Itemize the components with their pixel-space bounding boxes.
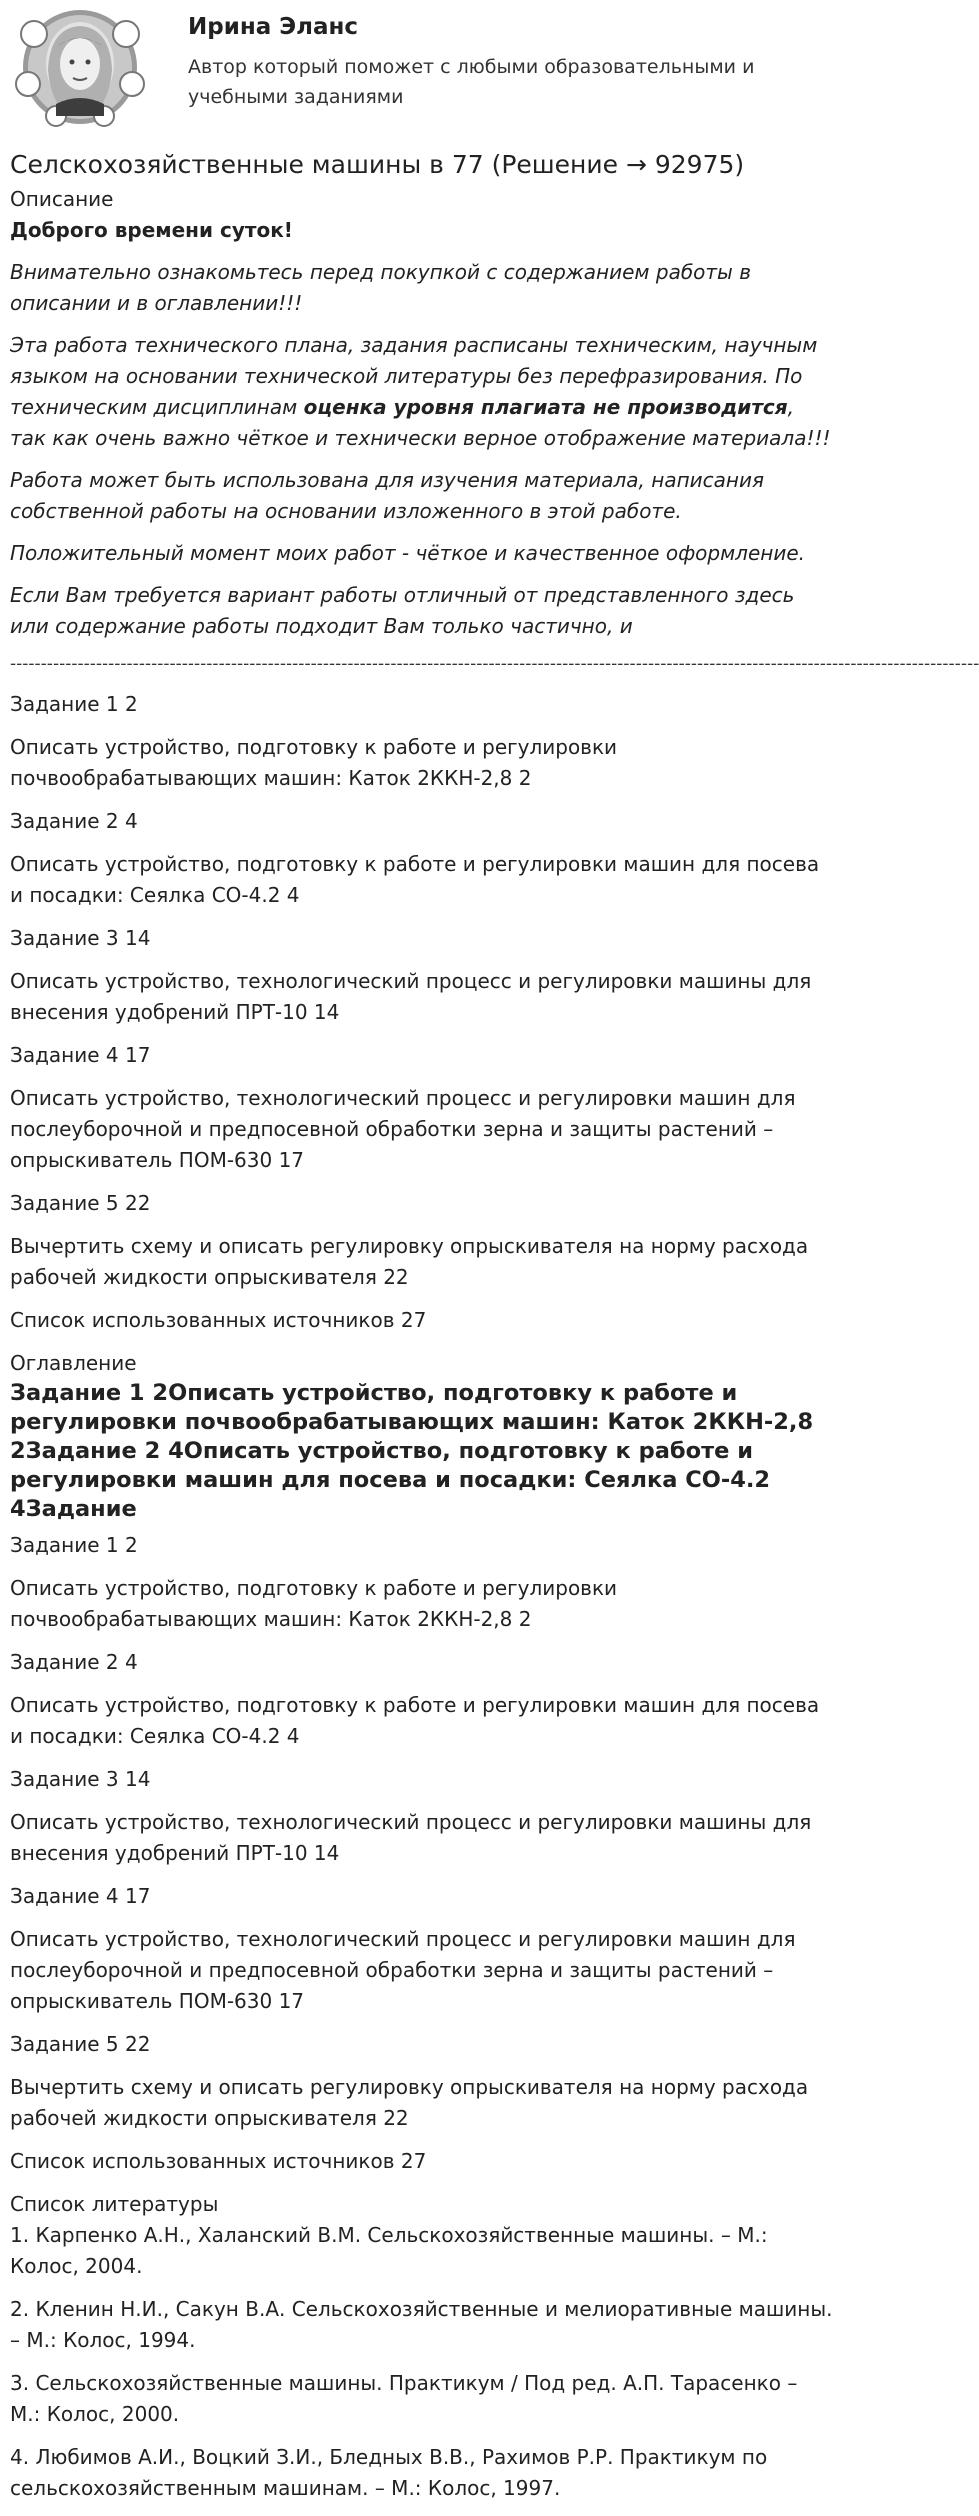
separator-line: --------------------------------------------------------------------------------------------------------------------------------------------------------------: [10, 654, 979, 674]
intro-paragraph-3: Работа может быть использована для изучения материала, написания собственной работы на основании изложенного в этой работе.: [10, 468, 765, 523]
author-name[interactable]: Ирина Эланс: [188, 14, 359, 40]
task-text: Описать устройство, подготовку к работе и регулировки почвообрабатывающих машин: Каток 2ККН-2,8 2: [10, 735, 618, 790]
toc-sources-line: Список использованных источников 27: [10, 2149, 427, 2173]
author-block: [10, 8, 833, 126]
toc-heading: Задание 1 2Описать устройство, подготовку к работе и регулировки почвообрабатывающих машин: Каток 2ККН-2,8 2Задание 2 4Описать устройство, подготовку к работе и регулировки машин для посева и посадки: Сеялка СО-4.2 4Задание: [10, 1380, 814, 1522]
description-label: Описание: [10, 187, 114, 211]
toc-task-text: Описать устройство, технологический процесс и регулировки машины для внесения удобрений ПРТ-10 14: [10, 1810, 812, 1865]
intro-text: , так как очень важно чёткое и технически верное отображение материала!!!: [10, 395, 831, 450]
task-heading: Задание 5 22: [10, 1191, 151, 1215]
literature-list: [10, 2220, 833, 2504]
toc-task-text: Описать устройство, подготовку к работе и регулировки почвообрабатывающих машин: Каток 2ККН-2,8 2: [10, 1576, 618, 1631]
toc-task-text: Вычертить схему и описать регулировку опрыскивателя на норму расхода рабочей жидкости опрыскивателя 22: [10, 2075, 809, 2130]
literature-item: 1. Карпенко А.Н., Халанский В.М. Сельскохозяйственные машины. – М.: Колос, 2004.: [10, 2223, 768, 2278]
intro-paragraph-2: [10, 330, 833, 454]
toc-task-text: Описать устройство, технологический процесс и регулировки машин для послеуборочной и предпосевной обработки зерна и защиты растений –опрыскиватель ПОМ-630 17: [10, 1927, 796, 2013]
page-title: Селскохозяйственные машины в 77 (Решение → 92975): [10, 150, 745, 179]
intro-paragraph-1: Внимательно ознакомьтесь перед покупкой с содержанием работы в описании и в оглавлении!!!: [10, 260, 751, 315]
toc-task-heading: Задание 4 17: [10, 1884, 151, 1908]
task-heading: Задание 1 2: [10, 692, 138, 716]
task-text: Описать устройство, технологический процесс и регулировки машин для послеуборочной и предпосевной обработки зерна и защиты растений –опрыскиватель ПОМ-630 17: [10, 1086, 796, 1172]
task-text: Описать устройство, технологический процесс и регулировки машины для внесения удобрений ПРТ-10 14: [10, 969, 812, 1024]
literature-item: 2. Кленин Н.И., Сакун В.А. Сельскохозяйственные и мелиоративные машины. – М.: Колос, 1994.: [10, 2297, 833, 2352]
film-reel-avatar-image: [10, 8, 150, 126]
literature-item: 4. Любимов А.И., Воцкий З.И., Бледных В.В., Рахимов Р.Р. Практикум по сельскохозяйственным машинам. – М.: Колос, 1997.: [10, 2445, 768, 2500]
intro-paragraph-5: Если Вам требуется вариант работы отличный от представленного здесь или содержание работы подходит Вам только частично, и: [10, 583, 795, 638]
author-description: Автор который поможет с любыми образовательными и учебными заданиями: [188, 56, 755, 108]
literature-label: Список литературы: [10, 2192, 219, 2216]
task-heading: Задание 4 17: [10, 1043, 151, 1067]
intro-bold-text: оценка уровня плагиата не производится: [303, 395, 788, 419]
toc-task-heading: Задание 1 2: [10, 1533, 138, 1557]
author-avatar[interactable]: [10, 8, 150, 126]
task-text: Описать устройство, подготовку к работе и регулировки машин для посева и посадки: Сеялка СО-4.2 4: [10, 852, 820, 907]
task-heading: Задание 2 4: [10, 809, 138, 833]
task-list: [10, 689, 833, 1336]
task-heading: Задание 3 14: [10, 926, 151, 950]
toc-task-heading: Задание 2 4: [10, 1650, 138, 1674]
task-text: Вычертить схему и описать регулировку опрыскивателя на норму расхода рабочей жидкости опрыскивателя 22: [10, 1234, 809, 1289]
literature-item: 3. Сельскохозяйственные машины. Практикум / Под ред. А.П. Тарасенко – М.: Колос, 2000.: [10, 2371, 798, 2426]
toc-label: Оглавление: [10, 1351, 137, 1375]
toc-list: [10, 1530, 833, 2177]
toc-task-text: Описать устройство, подготовку к работе и регулировки машин для посева и посадки: Сеялка СО-4.2 4: [10, 1693, 820, 1748]
sources-line: Список использованных источников 27: [10, 1308, 427, 1332]
author-info: [188, 8, 833, 112]
greeting: Доброго времени суток!: [10, 218, 293, 242]
intro-paragraph-4: Положительный момент моих работ - чёткое и качественное оформление.: [10, 541, 806, 565]
toc-task-heading: Задание 5 22: [10, 2032, 151, 2056]
intro-text: Эта работа технического плана, задания расписаны техническим, научным языком на основании технической литературы без перефразирования. По техническим дисциплинам: [10, 333, 818, 419]
toc-task-heading: Задание 3 14: [10, 1767, 151, 1791]
